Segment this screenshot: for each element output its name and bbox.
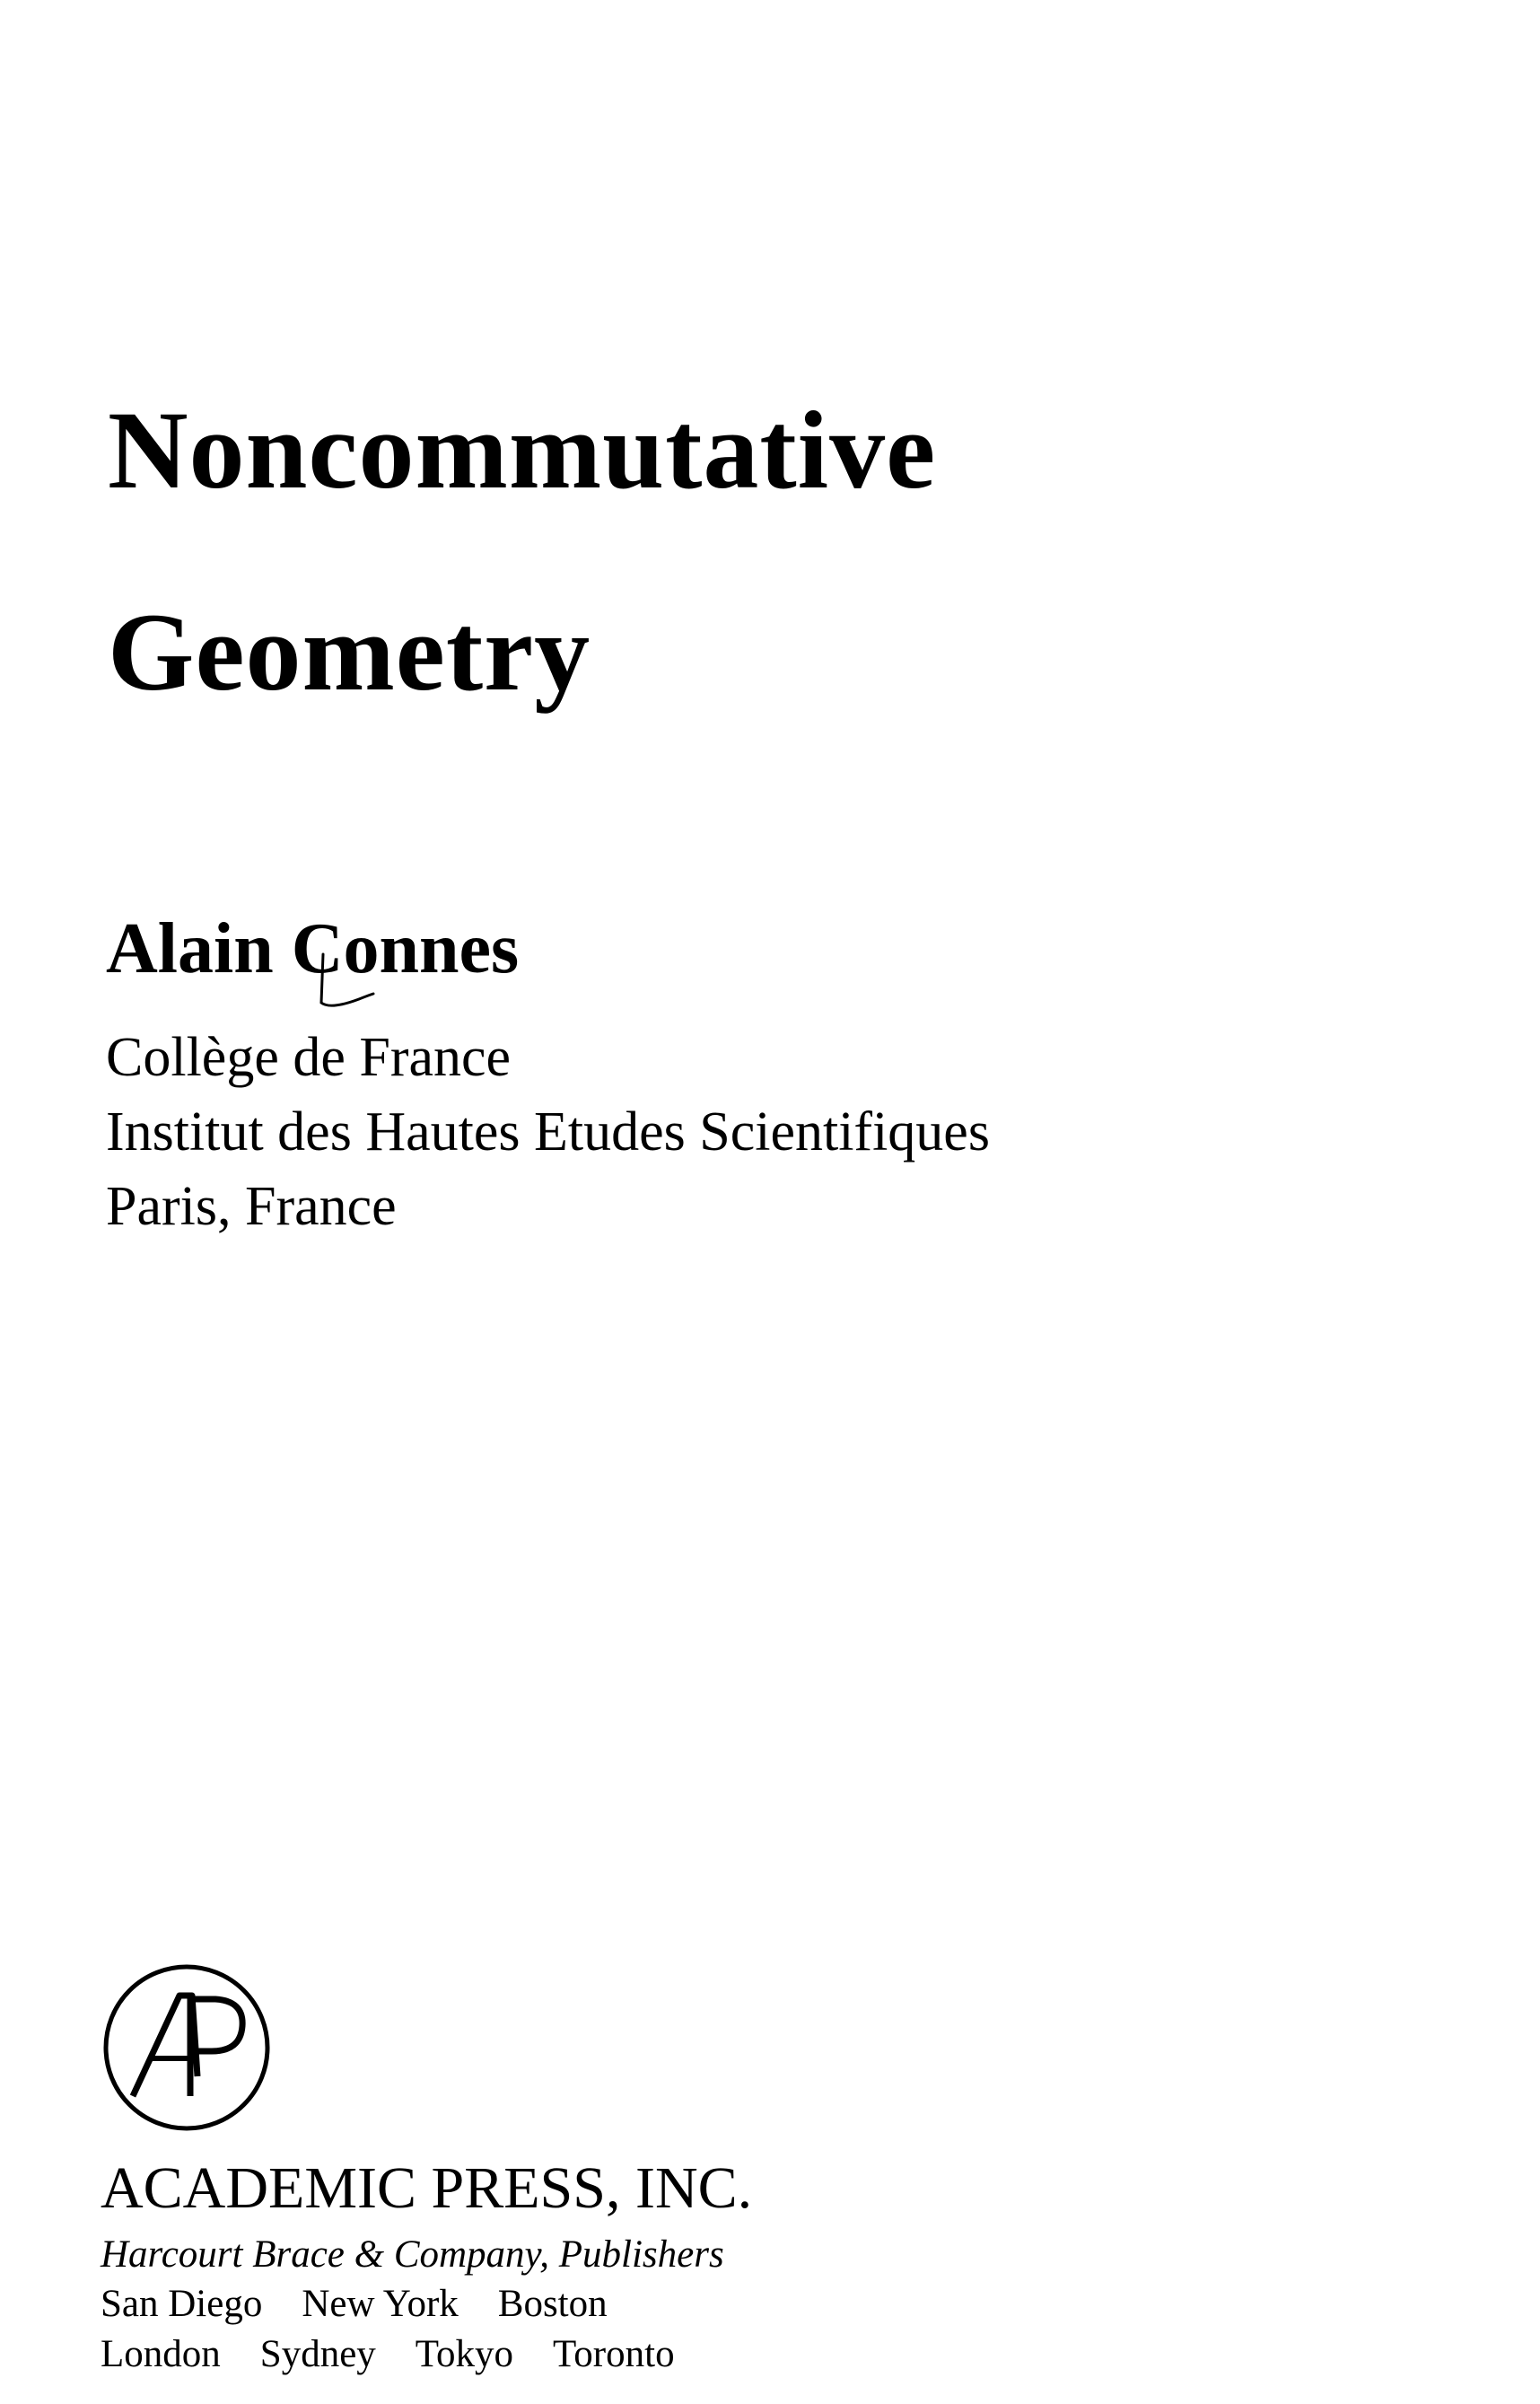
author-name: Alain Connes: [106, 909, 520, 988]
city-name: New York: [302, 2283, 459, 2325]
publisher-cities-row-1: [101, 2285, 647, 2323]
handwritten-mark-icon: [305, 947, 386, 1019]
affiliation-line: Paris, France: [106, 1176, 397, 1237]
city-name: Boston: [497, 2283, 608, 2325]
academic-press-logo-icon: [101, 1961, 273, 2134]
city-name: San Diego: [101, 2283, 263, 2325]
publisher-name: ACADEMIC PRESS, INC.: [101, 2155, 753, 2221]
publisher-cities-row-2: [101, 2335, 714, 2373]
affiliation-line: Collège de France: [106, 1027, 512, 1088]
city-name: London: [101, 2333, 221, 2375]
city-name: Sydney: [259, 2333, 376, 2375]
city-name: Toronto: [553, 2333, 675, 2375]
book-title-line-2: Geometry: [108, 591, 591, 714]
book-title-line-1: Noncommutative: [108, 389, 937, 512]
affiliation-line: Institut des Hautes Etudes Scientifiques: [106, 1101, 990, 1163]
publisher-subtitle: Harcourt Brace & Company, Publishers: [101, 2233, 724, 2276]
city-name: Tokyo: [415, 2333, 514, 2375]
